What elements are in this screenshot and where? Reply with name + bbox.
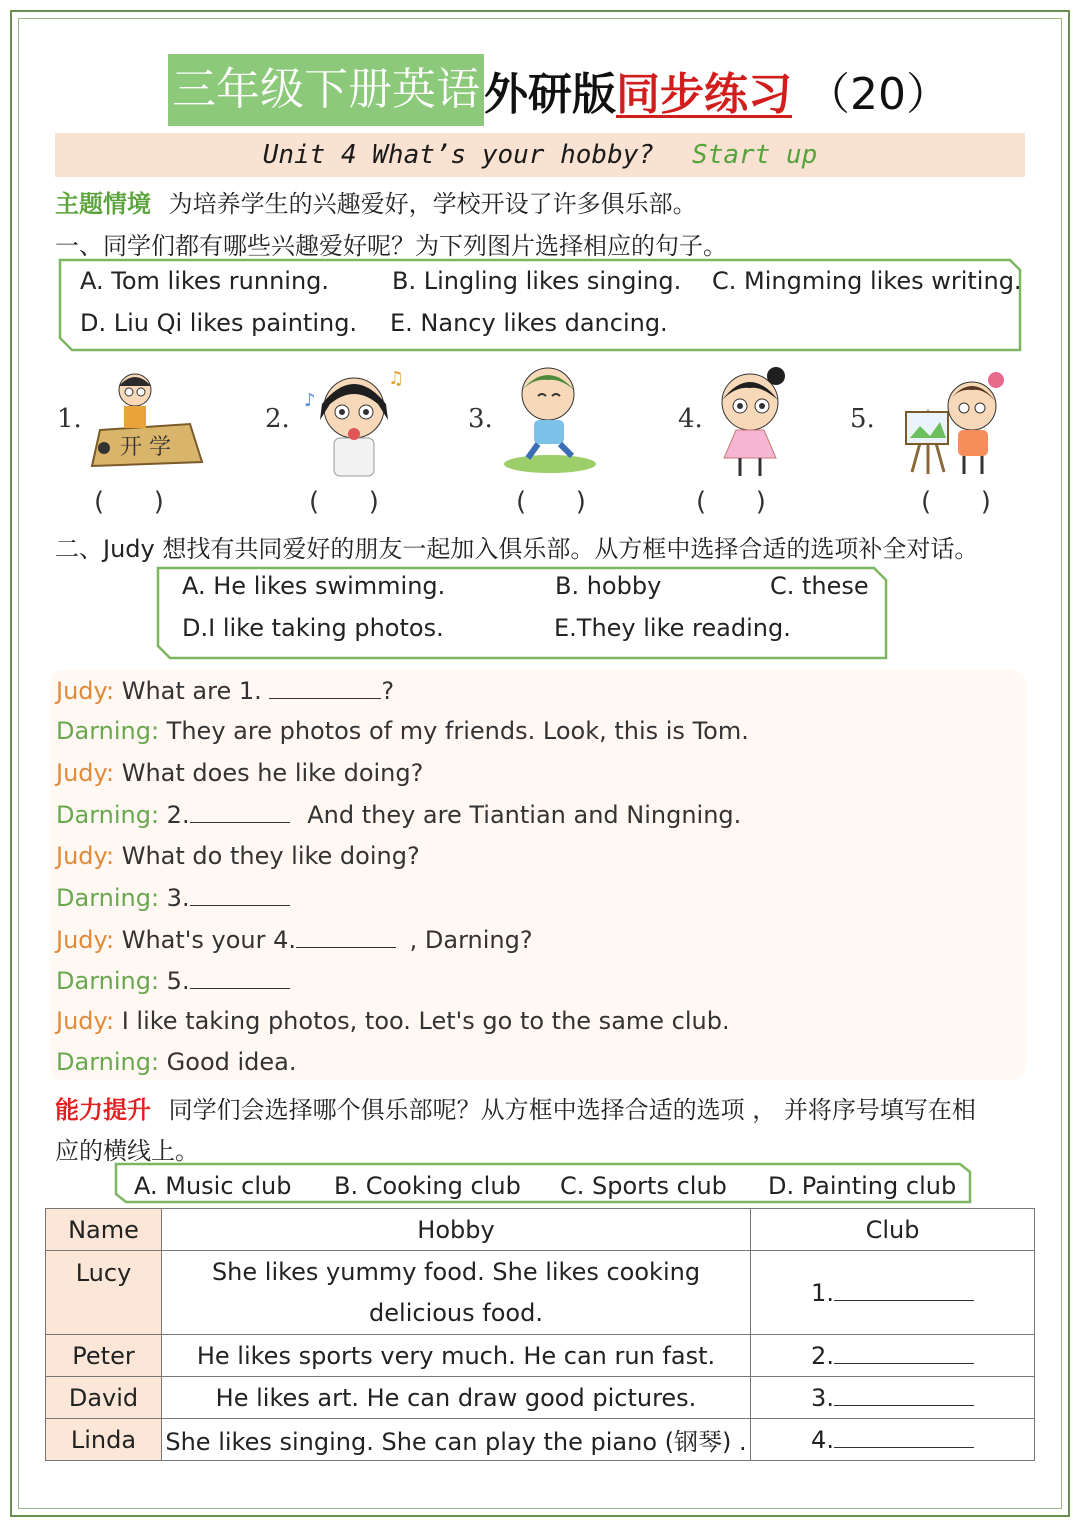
answer-blank-1[interactable] <box>269 676 381 699</box>
svg-text:开 学: 开 学 <box>120 435 171 460</box>
speaker-judy: Judy: <box>56 1007 115 1035</box>
row-name: Peter <box>46 1335 162 1377</box>
part3-instruction-cont: 应的横线上。 <box>55 1137 199 1165</box>
dialogue-text: What does he like doing? <box>114 759 424 787</box>
speaker-judy: Judy: <box>56 677 115 705</box>
dialogue-line-5 <box>56 842 420 870</box>
girl-dancing-icon <box>706 364 790 480</box>
part1-option-c: C. Mingming likes writing. <box>712 267 1022 295</box>
dialogue-line-8 <box>56 966 290 995</box>
dialogue-line-9 <box>56 1007 730 1035</box>
part3-option-d: D. Painting club <box>768 1172 957 1200</box>
title-grade: 三年级下册英语 <box>168 54 484 126</box>
part3-instruction <box>55 1090 976 1125</box>
picture-number-4: 4. <box>678 404 703 434</box>
picture-number-5: 5. <box>850 404 875 434</box>
answer-bracket-3[interactable]: ( ) <box>516 487 586 517</box>
answer-bracket-2[interactable]: ( ) <box>309 487 379 517</box>
dialogue-line-6 <box>56 883 290 912</box>
theme-label: 主题情境 <box>55 190 151 218</box>
header-name: Name <box>46 1209 162 1251</box>
dialogue-text: , Darning? <box>402 926 533 954</box>
speaker-darning: Darning: <box>56 967 160 995</box>
row-club <box>751 1377 1035 1419</box>
row-hobby: She likes yummy food. She likes cooking delicious food. <box>162 1251 751 1335</box>
part2-option-c: C. these <box>770 572 869 600</box>
row-name: David <box>46 1377 162 1419</box>
answer-bracket-4[interactable]: ( ) <box>696 487 766 517</box>
header-club: Club <box>751 1209 1035 1251</box>
row-hobby: He likes art. He can draw good pictures. <box>162 1377 751 1419</box>
answer-blank-4[interactable] <box>296 925 396 948</box>
dialogue-text: ? <box>381 677 395 705</box>
part1-option-d: D. Liu Qi likes painting. <box>80 309 358 337</box>
row-hobby: She likes singing. She can play the piano (钢琴) . <box>162 1419 751 1461</box>
dialogue-text: And they are Tiantian and Ningning. <box>299 801 742 829</box>
dialogue-line-7 <box>56 925 533 954</box>
dialogue-line-10 <box>56 1048 297 1076</box>
answer-blank-3[interactable] <box>190 883 290 906</box>
speaker-judy: Judy: <box>56 926 115 954</box>
unit-name: Unit 4 What’s your hobby? <box>262 140 655 170</box>
dialogue-line-2 <box>56 717 749 745</box>
answer-blank-5[interactable] <box>190 966 290 989</box>
title-publisher: 外研版 <box>484 69 616 120</box>
club-number: 1. <box>811 1279 834 1307</box>
table-row <box>46 1335 1035 1377</box>
part1-option-b: B. Lingling likes singing. <box>392 267 682 295</box>
boy-running-icon <box>500 362 600 476</box>
club-number: 3. <box>811 1384 834 1412</box>
dialogue-text: They are photos of my friends. Look, this is Tom. <box>159 717 749 745</box>
boy-writing-calligraphy-icon <box>86 368 206 472</box>
row-name: Linda <box>46 1419 162 1461</box>
svg-text:♪: ♪ <box>304 390 316 411</box>
part3-option-b: B. Cooking club <box>334 1172 521 1200</box>
speaker-darning: Darning: <box>56 1048 160 1076</box>
row-club <box>751 1335 1035 1377</box>
theme-text: 为培养学生的兴趣爱好，学校开设了许多俱乐部。 <box>168 190 697 218</box>
title-practice: 同步练习 <box>616 69 792 120</box>
theme-line <box>55 184 697 219</box>
dialogue-line-1 <box>56 676 394 705</box>
club-answer-blank-3[interactable] <box>834 1383 974 1406</box>
dialogue-text: I like taking photos, too. Let's go to the same club. <box>114 1007 730 1035</box>
dialogue-text: 5. <box>159 967 190 995</box>
row-club <box>751 1419 1035 1461</box>
dialogue-line-3 <box>56 759 423 787</box>
row-name: Lucy <box>46 1251 162 1335</box>
girl-painting-icon <box>900 362 1012 480</box>
part3-option-a: A. Music club <box>134 1172 292 1200</box>
answer-bracket-1[interactable]: ( ) <box>94 487 164 517</box>
page-title <box>168 54 950 126</box>
club-answer-blank-1[interactable] <box>834 1278 974 1301</box>
speaker-darning: Darning: <box>56 801 160 829</box>
part2-option-b: B. hobby <box>555 572 662 600</box>
table-row <box>46 1377 1035 1419</box>
answer-bracket-5[interactable]: ( ) <box>921 487 991 517</box>
picture-number-3: 3. <box>468 404 493 434</box>
table-header-row <box>46 1209 1035 1251</box>
part1-option-a: A. Tom likes running. <box>80 267 330 295</box>
dialogue-line-4 <box>56 800 741 829</box>
club-answer-blank-4[interactable] <box>834 1425 974 1448</box>
part2-option-e: E.They like reading. <box>554 614 791 642</box>
part1-option-e: E. Nancy likes dancing. <box>390 309 668 337</box>
header-hobby: Hobby <box>162 1209 751 1251</box>
part2-instruction: 二、Judy 想找有共同爱好的朋友一起加入俱乐部。从方框中选择合适的选项补全对话。 <box>55 535 979 563</box>
title-number: （20） <box>806 69 950 120</box>
club-number: 4. <box>811 1426 834 1454</box>
part1-instruction: 一、同学们都有哪些兴趣爱好呢？为下列图片选择相应的句子。 <box>55 232 727 260</box>
row-club <box>751 1251 1035 1335</box>
unit-section: Start up <box>692 140 818 170</box>
picture-number-1: 1. <box>57 404 82 434</box>
part3-text: 同学们会选择哪个俱乐部呢？从方框中选择合适的选项 ， 并将序号填写在相 <box>168 1096 976 1124</box>
part2-option-d: D.I like taking photos. <box>182 614 444 642</box>
row-hobby: He likes sports very much. He can run fast. <box>162 1335 751 1377</box>
club-table <box>45 1208 1035 1461</box>
svg-text:♫: ♫ <box>388 368 405 389</box>
speaker-darning: Darning: <box>56 717 160 745</box>
part3-label: 能力提升 <box>55 1096 151 1124</box>
club-answer-blank-2[interactable] <box>834 1341 974 1364</box>
dialogue-text: Good idea. <box>159 1048 297 1076</box>
table-row <box>46 1419 1035 1461</box>
answer-blank-2[interactable] <box>190 800 290 823</box>
part3-option-c: C. Sports club <box>560 1172 727 1200</box>
part2-option-a: A. He likes swimming. <box>182 572 446 600</box>
dialogue-text: What do they like doing? <box>114 842 420 870</box>
speaker-darning: Darning: <box>56 884 160 912</box>
club-number: 2. <box>811 1342 834 1370</box>
dialogue-text: What are 1. <box>114 677 270 705</box>
speaker-judy: Judy: <box>56 759 115 787</box>
girl-singing-icon <box>296 364 406 480</box>
unit-banner <box>55 133 1025 177</box>
dialogue-text: 2. <box>159 801 190 829</box>
speaker-judy: Judy: <box>56 842 115 870</box>
table-row <box>46 1251 1035 1335</box>
dialogue-text: What's your 4. <box>114 926 296 954</box>
dialogue-text: 3. <box>159 884 190 912</box>
picture-number-2: 2. <box>265 404 290 434</box>
